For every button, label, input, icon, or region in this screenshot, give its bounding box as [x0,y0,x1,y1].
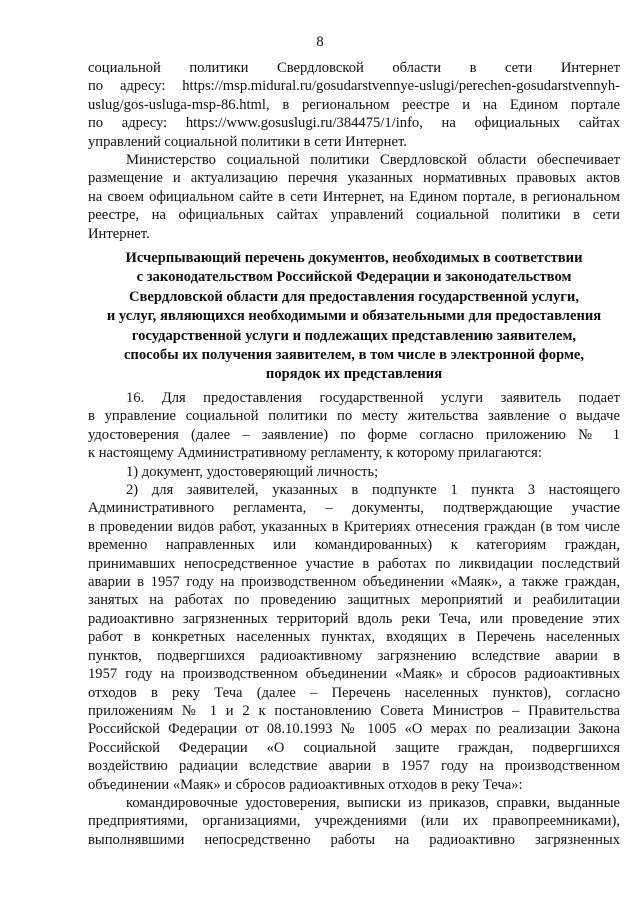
text-line: Административного регламента, – документы, подтверждающие участие [88,500,620,517]
text-line: управлений социальной политики в сети Интернет. [88,133,407,150]
text-line: аварии в 1957 году на производственном объединении «Маяк», а также граждан, [88,574,620,591]
text-line: занятых на работах по проведению защитных мероприятий и реабилитации [88,592,620,609]
text-line: отходов в реку Теча (далее – Перечень населенных пунктов), согласно [88,684,620,701]
text-line: по адресу: https://msp.midural.ru/gosudarstvennye-uslugi/perechen-gosudarstvennyh- [88,78,620,95]
heading-line: Исчерпывающий перечень документов, необходимых в соответствии [125,250,583,266]
text-line: Российской Федерации «О социальной защите граждан, подвергшихся [88,739,620,756]
text-line: Интернет. [88,225,150,242]
text-line: пунктов, подвергшихся радиоактивному загрязнению вследствие аварии в [88,647,620,664]
section-16 [88,389,620,849]
text-line: социальной политики Свердловской области в сети Интернет [88,60,620,76]
text-line: uslug/gos-usluga-msp-86.html, в региональном реестре и на Едином портале [88,96,620,113]
text-line: к настоящему Административному регламенту, к которому прилагаются: [88,445,542,462]
heading-line: с законодательством Российской Федерации и законодательством [136,269,572,286]
text-line: командировочные удостоверения, выписки из приказов, справки, выданные [126,794,620,811]
text-line: временно направленных или командированных) к категориям граждан, [88,537,620,554]
heading-line: способы их получения заявителем, в том числе в электронной форме, [123,347,585,364]
text-line: 2) для заявителей, указанных в подпункте 1 пункта 3 настоящего [126,482,620,499]
text-line: 16. Для предоставления государственной услуги заявитель подает [126,390,620,406]
text-line: Российской Федерации от 08.10.1993 № 1005 «О мерах по реализации Закона [88,721,620,738]
text-line: выполнявшими непосредственно работы на радиоактивно загрязненных [88,831,620,848]
heading-line: Свердловской области для предоставления государственной услуги, [129,288,579,305]
text-line: объединении «Маяк» и сбросов радиоактивных отходов в реку Теча»: [88,776,523,793]
text-line: по адресу: https://www.gosuslugi.ru/384475/1/info, на официальных сайтах [88,115,620,132]
text-line: в проведении видов работ, указанных в Критериях отнесения граждан (в том числе [88,518,620,535]
text-line: Министерство социальной политики Свердловской области обеспечивает [126,152,620,169]
text-line: размещение и актуализацию перечня указанных нормативных правовых актов [88,170,620,187]
text-line: принимавших непосредственное участие в работах по ликвидации последствий [88,555,620,572]
heading-line: и услуг, являющихся необходимыми и обязательными для предоставления [106,308,602,325]
text-line: радиоактивно загрязненных территорий вдоль реки Теча, или проведение этих [88,610,620,627]
text-line: реестре, на официальных сайтах управлений социальной политики в сети [88,207,620,224]
text-line: приложениям № 1 и 2 к постановлению Совета Министров – Правительства [88,702,620,719]
heading-line: порядок их представления [265,366,443,383]
heading-line: государственной услуги и подлежащих представлению заявителем, [131,327,577,344]
list-item-1: 1) документ, удостоверяющий личность; [126,463,379,480]
text-line: работ в конкретных населенных пунктах, входящих в Перечень населенных [88,629,620,646]
text-line: предприятиями, организациями, учреждениями (или их правопреемниками), [88,813,620,830]
text-line: на своем официальном сайте в сети Интернет, на Едином портале, в региональном [88,188,620,205]
section-heading [88,249,620,385]
text-line: 1957 году на производственном объединении «Маяк» и сбросов радиоактивных [88,666,620,683]
text-line: в управление социальной политики по месту жительства заявление о выдаче [88,408,620,425]
top-section [88,59,620,243]
page-number: 8 [316,34,324,50]
text-line: удостоверения (далее – заявление) по форме согласно приложению № 1 [88,426,620,443]
text-line: воздействию радиации вследствие аварии в 1957 году на производственном [88,758,620,775]
